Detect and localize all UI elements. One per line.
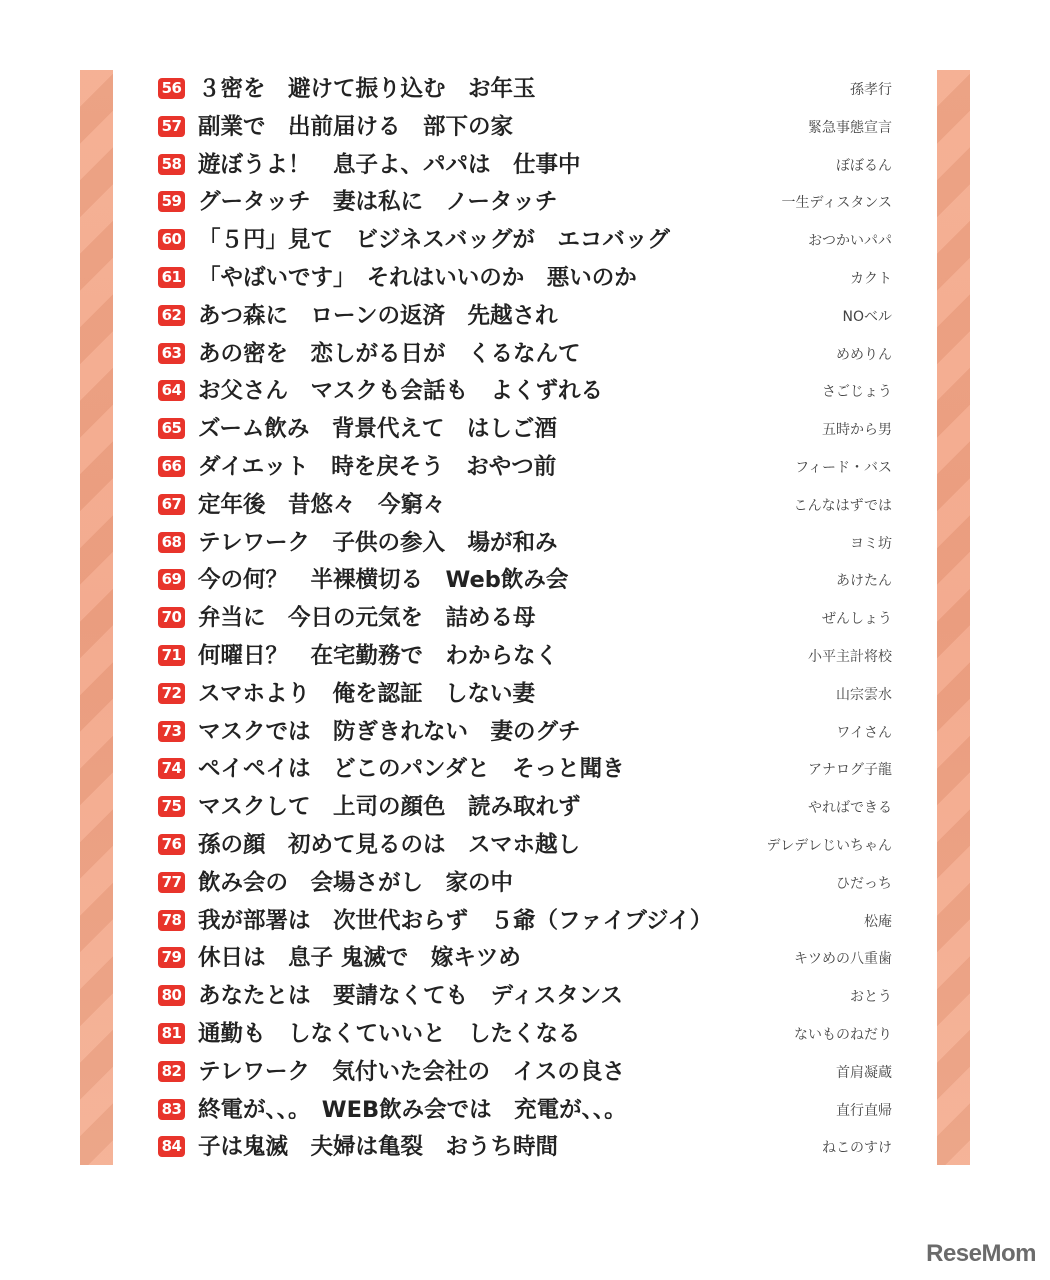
author-pen-name: 首肩凝蔵 (836, 1064, 892, 1081)
senryu-verse: 我が部署は 次世代おらず ５爺（ファイブジイ） (198, 907, 713, 934)
author-pen-name: あけたん (836, 573, 892, 590)
senryu-verse: あの密を 恋しがる日が くるなんて (198, 340, 581, 367)
author-pen-name: こんなはずでは (793, 497, 892, 514)
entry-number-badge: 84 (158, 1136, 185, 1157)
list-item (0, 1092, 1050, 1130)
author-pen-name: ぜんしょう (822, 611, 892, 628)
senryu-verse: 副業で 出前届ける 部下の家 (198, 113, 514, 140)
entry-number-badge: 72 (158, 683, 185, 704)
list-item (0, 1129, 1050, 1167)
author-pen-name: 直行直帰 (836, 1102, 892, 1119)
author-pen-name: 五時から男 (822, 422, 892, 439)
senryu-verse: 休日は 息子 鬼滅で 嫁キツめ (198, 945, 521, 972)
author-pen-name: 緊急事態宣言 (808, 119, 892, 136)
author-pen-name: おとう (850, 989, 892, 1006)
author-pen-name: ひだっち (836, 875, 892, 892)
entry-number-badge: 59 (158, 191, 185, 212)
entry-number-badge: 71 (158, 645, 185, 666)
senryu-verse: テレワーク 気付いた会社の イスの良さ (198, 1058, 625, 1085)
entry-number-badge: 62 (158, 305, 185, 326)
list-item (0, 638, 1050, 676)
entry-number-badge: 78 (158, 910, 185, 931)
entry-number-badge: 63 (158, 343, 185, 364)
author-pen-name: 松庵 (864, 913, 892, 930)
senryu-verse: あつ森に ローンの返済 先越され (198, 302, 558, 329)
list-item (0, 903, 1050, 941)
senryu-verse: 終電が、、。 WEB飲み会では 充電が、、。 (198, 1096, 627, 1123)
entry-number-badge: 58 (158, 154, 185, 175)
senryu-verse: スマホより 俺を認証 しない妻 (198, 680, 536, 707)
senryu-verse: 今の何？ 半裸横切る Web飲み会 (198, 567, 569, 594)
author-pen-name: ワイさん (836, 724, 892, 741)
senryu-verse: 通勤も しなくていいと したくなる (198, 1020, 581, 1047)
author-pen-name: フィード・バス (795, 459, 892, 476)
entry-number-badge: 81 (158, 1023, 185, 1044)
entry-number-badge: 60 (158, 229, 185, 250)
author-pen-name: おつかいパパ (808, 233, 892, 250)
list-item (0, 940, 1050, 978)
author-pen-name: 一生ディスタンス (781, 195, 892, 212)
senryu-verse: ダイエット 時を戻そう おやつ前 (198, 453, 557, 480)
list-item (0, 827, 1050, 865)
list-item (0, 373, 1050, 411)
senryu-verse: 定年後 昔悠々 今窮々 (198, 491, 446, 518)
list-item (0, 676, 1050, 714)
list-item (0, 865, 1050, 903)
author-pen-name: さごじょう (822, 384, 892, 401)
list-item (0, 562, 1050, 600)
senryu-verse: 遊ぼうよ！ 息子よ、パパは 仕事中 (198, 151, 581, 178)
entry-number-badge: 77 (158, 872, 185, 893)
list-item (0, 184, 1050, 222)
author-pen-name: ねこのすけ (822, 1140, 892, 1157)
senryu-verse: 「やばいです」 それはいいのか 悪いのか (198, 264, 637, 291)
senryu-verse: ペイペイは どこのパンダと そっと聞き (198, 756, 625, 783)
senryu-verse: 弁当に 今日の元気を 詰める母 (198, 605, 536, 632)
senryu-verse: 子は鬼滅 夫婦は亀裂 おうち時間 (198, 1134, 559, 1161)
entry-number-badge: 67 (158, 494, 185, 515)
list-item (0, 411, 1050, 449)
author-pen-name: めめりん (836, 346, 892, 363)
list-item (0, 260, 1050, 298)
entry-number-badge: 73 (158, 721, 185, 742)
senryu-verse: あなたとは 要請なくても ディスタンス (198, 983, 624, 1010)
list-item (0, 789, 1050, 827)
list-item (0, 336, 1050, 374)
author-pen-name: 孫孝行 (850, 82, 892, 98)
senryu-verse: ズーム飲み 背景代えて はしご酒 (198, 416, 557, 443)
senryu-verse: マスクして 上司の顔色 読み取れず (198, 794, 581, 821)
author-pen-name: 山宗雲水 (836, 686, 892, 703)
entry-number-badge: 57 (158, 116, 185, 137)
resemom-logo: ReseMom (926, 1240, 1036, 1267)
list-item (0, 600, 1050, 638)
list-item (0, 751, 1050, 789)
senryu-verse: ３密を 避けて振り込む お年玉 (198, 76, 536, 102)
author-pen-name: ぼぼるん (836, 157, 892, 174)
senryu-verse: 飲み会の 会場さがし 家の中 (198, 869, 514, 896)
entry-number-badge: 79 (158, 947, 185, 968)
senryu-verse: テレワーク 子供の参入 場が和み (198, 529, 558, 556)
entry-number-badge: 61 (158, 267, 185, 288)
author-pen-name: カクト (850, 270, 892, 287)
entry-number-badge: 70 (158, 607, 185, 628)
senryu-verse: 「５円」見て ビジネスバッグが エコバッグ (198, 227, 670, 254)
entry-number-badge: 69 (158, 569, 185, 590)
author-pen-name: 小平主計将校 (808, 648, 892, 665)
author-pen-name: ヨミ坊 (850, 535, 892, 552)
list-item (0, 298, 1050, 336)
senryu-list (0, 71, 1050, 1167)
list-item (0, 1016, 1050, 1054)
author-pen-name: アナログ子龍 (808, 762, 892, 779)
entry-number-badge: 65 (158, 418, 185, 439)
entry-number-badge: 82 (158, 1061, 185, 1082)
entry-number-badge: 80 (158, 985, 185, 1006)
list-item (0, 1054, 1050, 1092)
list-item (0, 714, 1050, 752)
entry-number-badge: 56 (158, 78, 185, 99)
entry-number-badge: 74 (158, 758, 185, 779)
list-item (0, 978, 1050, 1016)
list-item (0, 487, 1050, 525)
author-pen-name: NOベル (842, 308, 892, 325)
entry-number-badge: 76 (158, 834, 185, 855)
list-item (0, 109, 1050, 147)
list-item (0, 222, 1050, 260)
author-pen-name: ないものねだり (794, 1026, 892, 1043)
senryu-verse: 孫の顔 初めて見るのは スマホ越し (198, 831, 581, 858)
list-item (0, 449, 1050, 487)
list-item (0, 71, 1050, 109)
senryu-verse: お父さん マスクも会話も よくずれる (198, 378, 604, 405)
senryu-verse: グータッチ 妻は私に ノータッチ (198, 189, 558, 216)
entry-number-badge: 83 (158, 1099, 185, 1120)
entry-number-badge: 66 (158, 456, 185, 477)
author-pen-name: やればできる (808, 800, 892, 817)
list-item (0, 525, 1050, 563)
senryu-verse: マスクでは 防ぎきれない 妻のグチ (198, 718, 581, 745)
list-item (0, 147, 1050, 185)
author-pen-name: デレデレじいちゃん (766, 837, 892, 854)
author-pen-name: キツめの八重歯 (794, 951, 892, 968)
senryu-verse: 何曜日？ 在宅勤務で わからなく (198, 642, 559, 669)
entry-number-badge: 64 (158, 380, 185, 401)
entry-number-badge: 75 (158, 796, 185, 817)
entry-number-badge: 68 (158, 532, 185, 553)
